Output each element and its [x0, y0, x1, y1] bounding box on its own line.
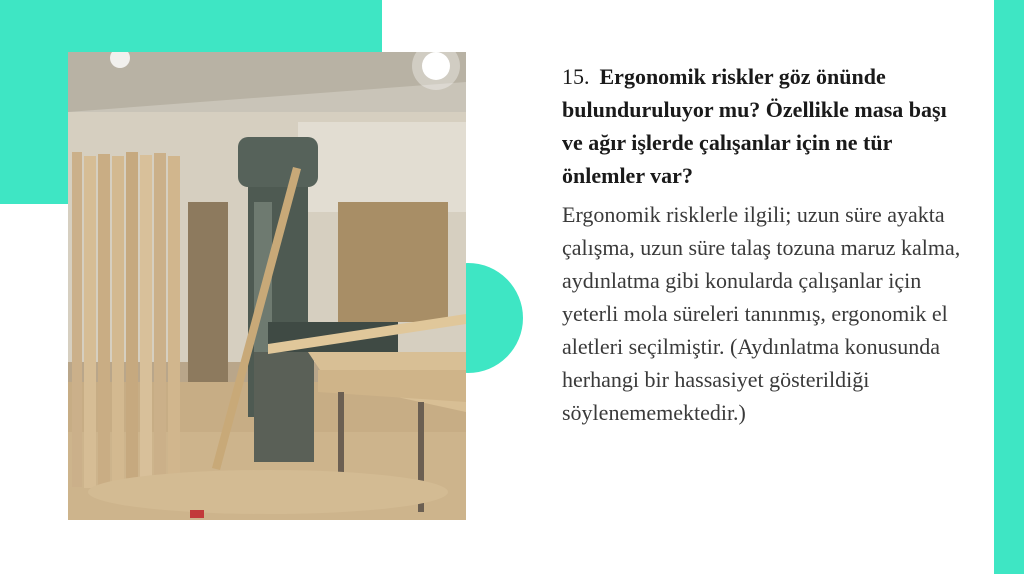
text-content [562, 60, 962, 429]
question-number: 15. [562, 64, 590, 89]
answer-text: Ergonomik risklerle ilgili; uzun süre ayakta çalışma, uzun süre talaş tozuna maruz kalma, aydınlatma gibi konularda çalışanlar için yeterli mola süreleri tanınmış, ergonomik el aletleri seçilmiştir. (Aydınlatma konusunda herhangi bir hassasiyet gösterildiği söylenememektedir.) [562, 202, 961, 425]
workshop-photo-illustration [68, 52, 466, 520]
workshop-photo [68, 52, 466, 520]
question [562, 60, 962, 192]
accent-band-right [994, 0, 1024, 574]
question-text: Ergonomik riskler göz önünde bulunduruluyor mu? Özellikle masa başı ve ağır işlerde çalışanlar için ne tür önlemler var? [562, 64, 947, 188]
